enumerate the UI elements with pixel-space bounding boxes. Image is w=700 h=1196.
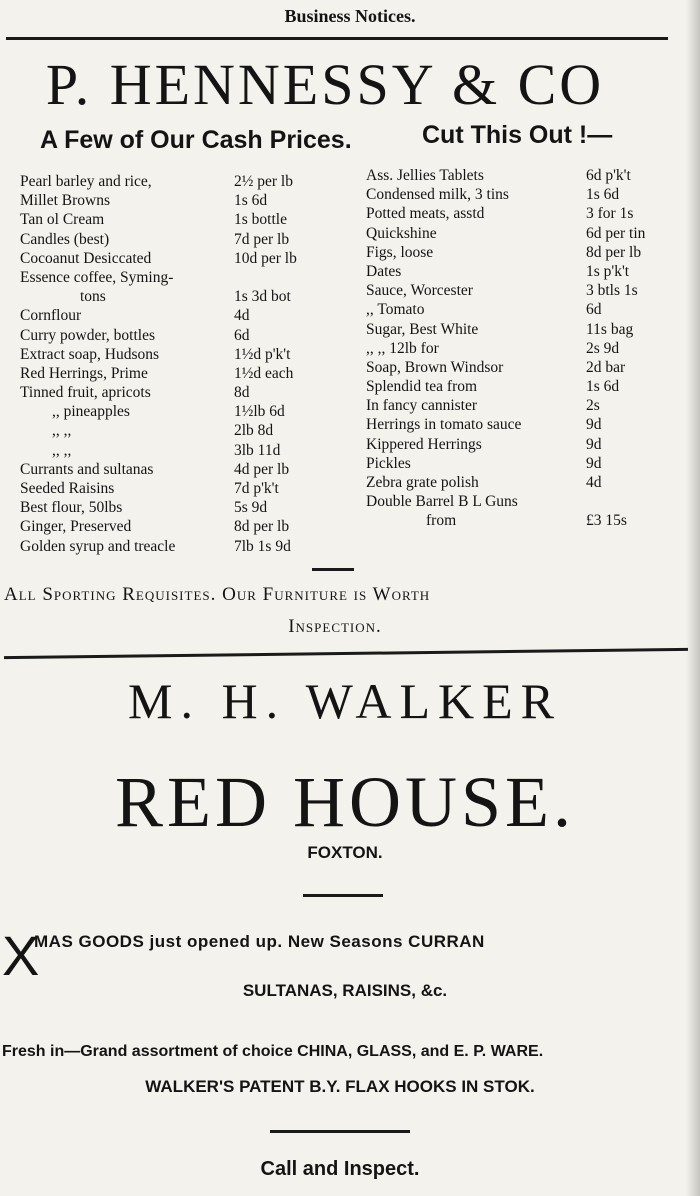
item-price: 4d per lb bbox=[234, 460, 290, 478]
item-name: ,, ,, bbox=[52, 422, 72, 440]
price-row bbox=[20, 191, 360, 210]
item-name: Pickles bbox=[366, 454, 411, 472]
item-price: 3 btls 1s bbox=[586, 282, 638, 300]
price-row bbox=[366, 320, 700, 339]
item-name: Tinned fruit, apricots bbox=[20, 384, 151, 402]
price-row bbox=[366, 473, 700, 492]
walker-rule-2 bbox=[270, 1130, 410, 1133]
item-name: Cocoanut Desiccated bbox=[20, 249, 152, 267]
call-inspect-line: Call and Inspect. bbox=[260, 1158, 420, 1180]
item-name: Splendid tea from bbox=[366, 378, 478, 396]
price-row bbox=[20, 306, 360, 325]
item-price: £3 15s bbox=[586, 512, 627, 530]
price-row bbox=[366, 243, 700, 262]
price-row bbox=[366, 166, 700, 185]
item-name: Sauce, Worcester bbox=[366, 282, 473, 300]
price-row bbox=[20, 268, 360, 287]
walker-name: M. H. WALKER bbox=[128, 673, 562, 729]
xmas-initial: X bbox=[2, 924, 40, 987]
item-price: 9d bbox=[586, 416, 602, 434]
item-name: Ginger, Preserved bbox=[20, 518, 132, 536]
price-list-right bbox=[366, 166, 700, 531]
hennessy-heading-right: Cut This Out !— bbox=[422, 121, 613, 149]
walker-town: FOXTON. bbox=[307, 843, 383, 862]
fresh-in-line: Fresh in—Grand assortment of choice CHINA, GLASS, and E. P. WARE. bbox=[2, 1043, 544, 1060]
item-price: 10d per lb bbox=[234, 249, 297, 267]
item-price: 7lb 1s 9d bbox=[234, 537, 291, 555]
item-name: Candles (best) bbox=[20, 230, 110, 248]
price-row bbox=[366, 492, 700, 511]
item-name: Curry powder, bottles bbox=[20, 326, 155, 344]
item-name: from bbox=[426, 512, 457, 530]
price-row bbox=[366, 435, 700, 454]
price-row bbox=[366, 281, 700, 300]
item-price: 1½d each bbox=[234, 364, 294, 382]
item-name: Golden syrup and treacle bbox=[20, 537, 176, 555]
item-price: 9d bbox=[586, 435, 602, 453]
item-name: Zebra grate polish bbox=[366, 474, 479, 491]
item-price: 1s 3d bot bbox=[234, 288, 291, 306]
price-row bbox=[20, 460, 360, 479]
price-row bbox=[20, 537, 360, 556]
price-list-left bbox=[20, 172, 360, 556]
page-edge-shadow bbox=[686, 0, 700, 1196]
hennessy-footer-line1: All Sporting Requisites. Our Furniture is Worth bbox=[4, 584, 431, 605]
item-price: 9d bbox=[586, 454, 602, 472]
item-price: 3 for 1s bbox=[586, 205, 634, 223]
walker-rule-1 bbox=[303, 894, 383, 897]
item-price: 1½lb 6d bbox=[234, 403, 285, 421]
item-price: 6d bbox=[234, 326, 250, 344]
item-name: Figs, loose bbox=[366, 243, 434, 261]
price-row bbox=[20, 364, 360, 383]
hennessy-name: P. HENNESSY & CO bbox=[45, 52, 605, 117]
hennessy-footer-line2: Inspection. bbox=[288, 616, 382, 637]
price-row bbox=[20, 498, 360, 517]
item-name: Sugar, Best White bbox=[366, 320, 479, 338]
item-price: 4d bbox=[586, 474, 602, 491]
item-price: 1s 6d bbox=[586, 186, 620, 204]
item-name: Red Herrings, Prime bbox=[20, 364, 148, 382]
price-row bbox=[366, 377, 700, 396]
price-row bbox=[366, 300, 700, 319]
item-name: Dates bbox=[366, 262, 402, 280]
price-row bbox=[20, 326, 360, 345]
xmas-line-1: MAS GOODS just opened up. New Seasons CURRAN bbox=[34, 932, 485, 951]
item-name: Currants and sultanas bbox=[20, 460, 154, 478]
price-list-divider bbox=[312, 568, 354, 571]
item-name: tons bbox=[80, 288, 106, 306]
price-row bbox=[366, 415, 700, 434]
item-price: 6d bbox=[586, 301, 602, 319]
hennessy-heading-left: A Few of Our Cash Prices. bbox=[40, 126, 352, 154]
price-row bbox=[20, 249, 360, 268]
price-row bbox=[20, 172, 360, 191]
item-price: 1s bottle bbox=[234, 211, 287, 229]
item-price: 6d p'k't bbox=[586, 167, 631, 184]
item-price: 2d bar bbox=[586, 358, 626, 376]
item-price: 1½d p'k't bbox=[234, 345, 291, 363]
item-price: 2s bbox=[586, 397, 600, 415]
patent-line: WALKER'S PATENT B.Y. FLAX HOOKS IN STOK. bbox=[145, 1077, 535, 1096]
price-row bbox=[20, 210, 360, 229]
item-price: 1s p'k't bbox=[586, 262, 630, 280]
walker-store-name: RED HOUSE. bbox=[114, 762, 575, 842]
item-name: In fancy cannister bbox=[366, 397, 478, 415]
item-name: Ass. Jellies Tablets bbox=[366, 167, 484, 184]
item-price: 4d bbox=[234, 307, 250, 325]
item-price: 1s 6d bbox=[234, 192, 268, 210]
price-row bbox=[366, 262, 700, 281]
item-price: 7d per lb bbox=[234, 230, 290, 248]
item-name: Herrings in tomato sauce bbox=[366, 416, 522, 434]
item-name: Condensed milk, 3 tins bbox=[366, 186, 509, 204]
item-name: ,, ,, bbox=[52, 441, 72, 459]
item-name: Potted meats, asstd bbox=[366, 205, 485, 223]
item-price: 7d p'k't bbox=[234, 480, 279, 497]
price-row bbox=[20, 230, 360, 249]
price-row bbox=[366, 396, 700, 415]
item-price: 8d bbox=[234, 384, 250, 402]
item-price: 5s 9d bbox=[234, 499, 268, 517]
price-row bbox=[20, 287, 360, 306]
price-row bbox=[20, 441, 360, 460]
price-row bbox=[366, 339, 700, 358]
section-title: Business Notices. bbox=[284, 6, 416, 26]
item-name: Kippered Herrings bbox=[366, 435, 482, 453]
item-price: 3lb 11d bbox=[234, 441, 281, 459]
item-price: 2lb 8d bbox=[234, 422, 274, 440]
price-row bbox=[20, 479, 360, 498]
price-row bbox=[366, 511, 700, 530]
item-name: Pearl barley and rice, bbox=[20, 173, 152, 190]
price-row bbox=[366, 454, 700, 473]
item-name: Extract soap, Hudsons bbox=[20, 345, 160, 363]
item-name: Seeded Raisins bbox=[20, 480, 115, 497]
item-name: Quickshine bbox=[366, 224, 437, 242]
item-name: Best flour, 50lbs bbox=[20, 499, 123, 517]
item-price: 2½ per lb bbox=[234, 173, 293, 190]
ad-separator-rule bbox=[4, 648, 688, 659]
price-row bbox=[366, 224, 700, 243]
item-name: ,, Tomato bbox=[366, 301, 425, 319]
item-name: ,, ,, 12lb for bbox=[366, 339, 439, 357]
header-rule bbox=[6, 37, 668, 40]
item-name: Soap, Brown Windsor bbox=[366, 358, 504, 376]
item-name: ,, pineapples bbox=[52, 403, 130, 421]
item-name: Cornflour bbox=[20, 307, 82, 325]
xmas-line-2: SULTANAS, RAISINS, &c. bbox=[242, 981, 448, 1000]
item-price: 2s 9d bbox=[586, 339, 620, 357]
price-row bbox=[366, 358, 700, 377]
price-row bbox=[20, 383, 360, 402]
price-row bbox=[20, 345, 360, 364]
price-row bbox=[366, 185, 700, 204]
item-name: Essence coffee, Syming- bbox=[20, 268, 174, 286]
item-price: 8d per lb bbox=[234, 518, 290, 536]
item-name: Double Barrel B L Guns bbox=[366, 493, 518, 511]
item-name: Tan ol Cream bbox=[20, 211, 105, 229]
price-row bbox=[366, 204, 700, 223]
item-price: 1s 6d bbox=[586, 378, 620, 396]
item-price: 11s bag bbox=[586, 320, 634, 338]
item-name: Millet Browns bbox=[20, 192, 110, 210]
price-row bbox=[20, 517, 360, 536]
item-price: 6d per tin bbox=[586, 224, 646, 242]
item-price: 8d per lb bbox=[586, 243, 642, 261]
price-row bbox=[20, 402, 360, 421]
price-row bbox=[20, 421, 360, 440]
